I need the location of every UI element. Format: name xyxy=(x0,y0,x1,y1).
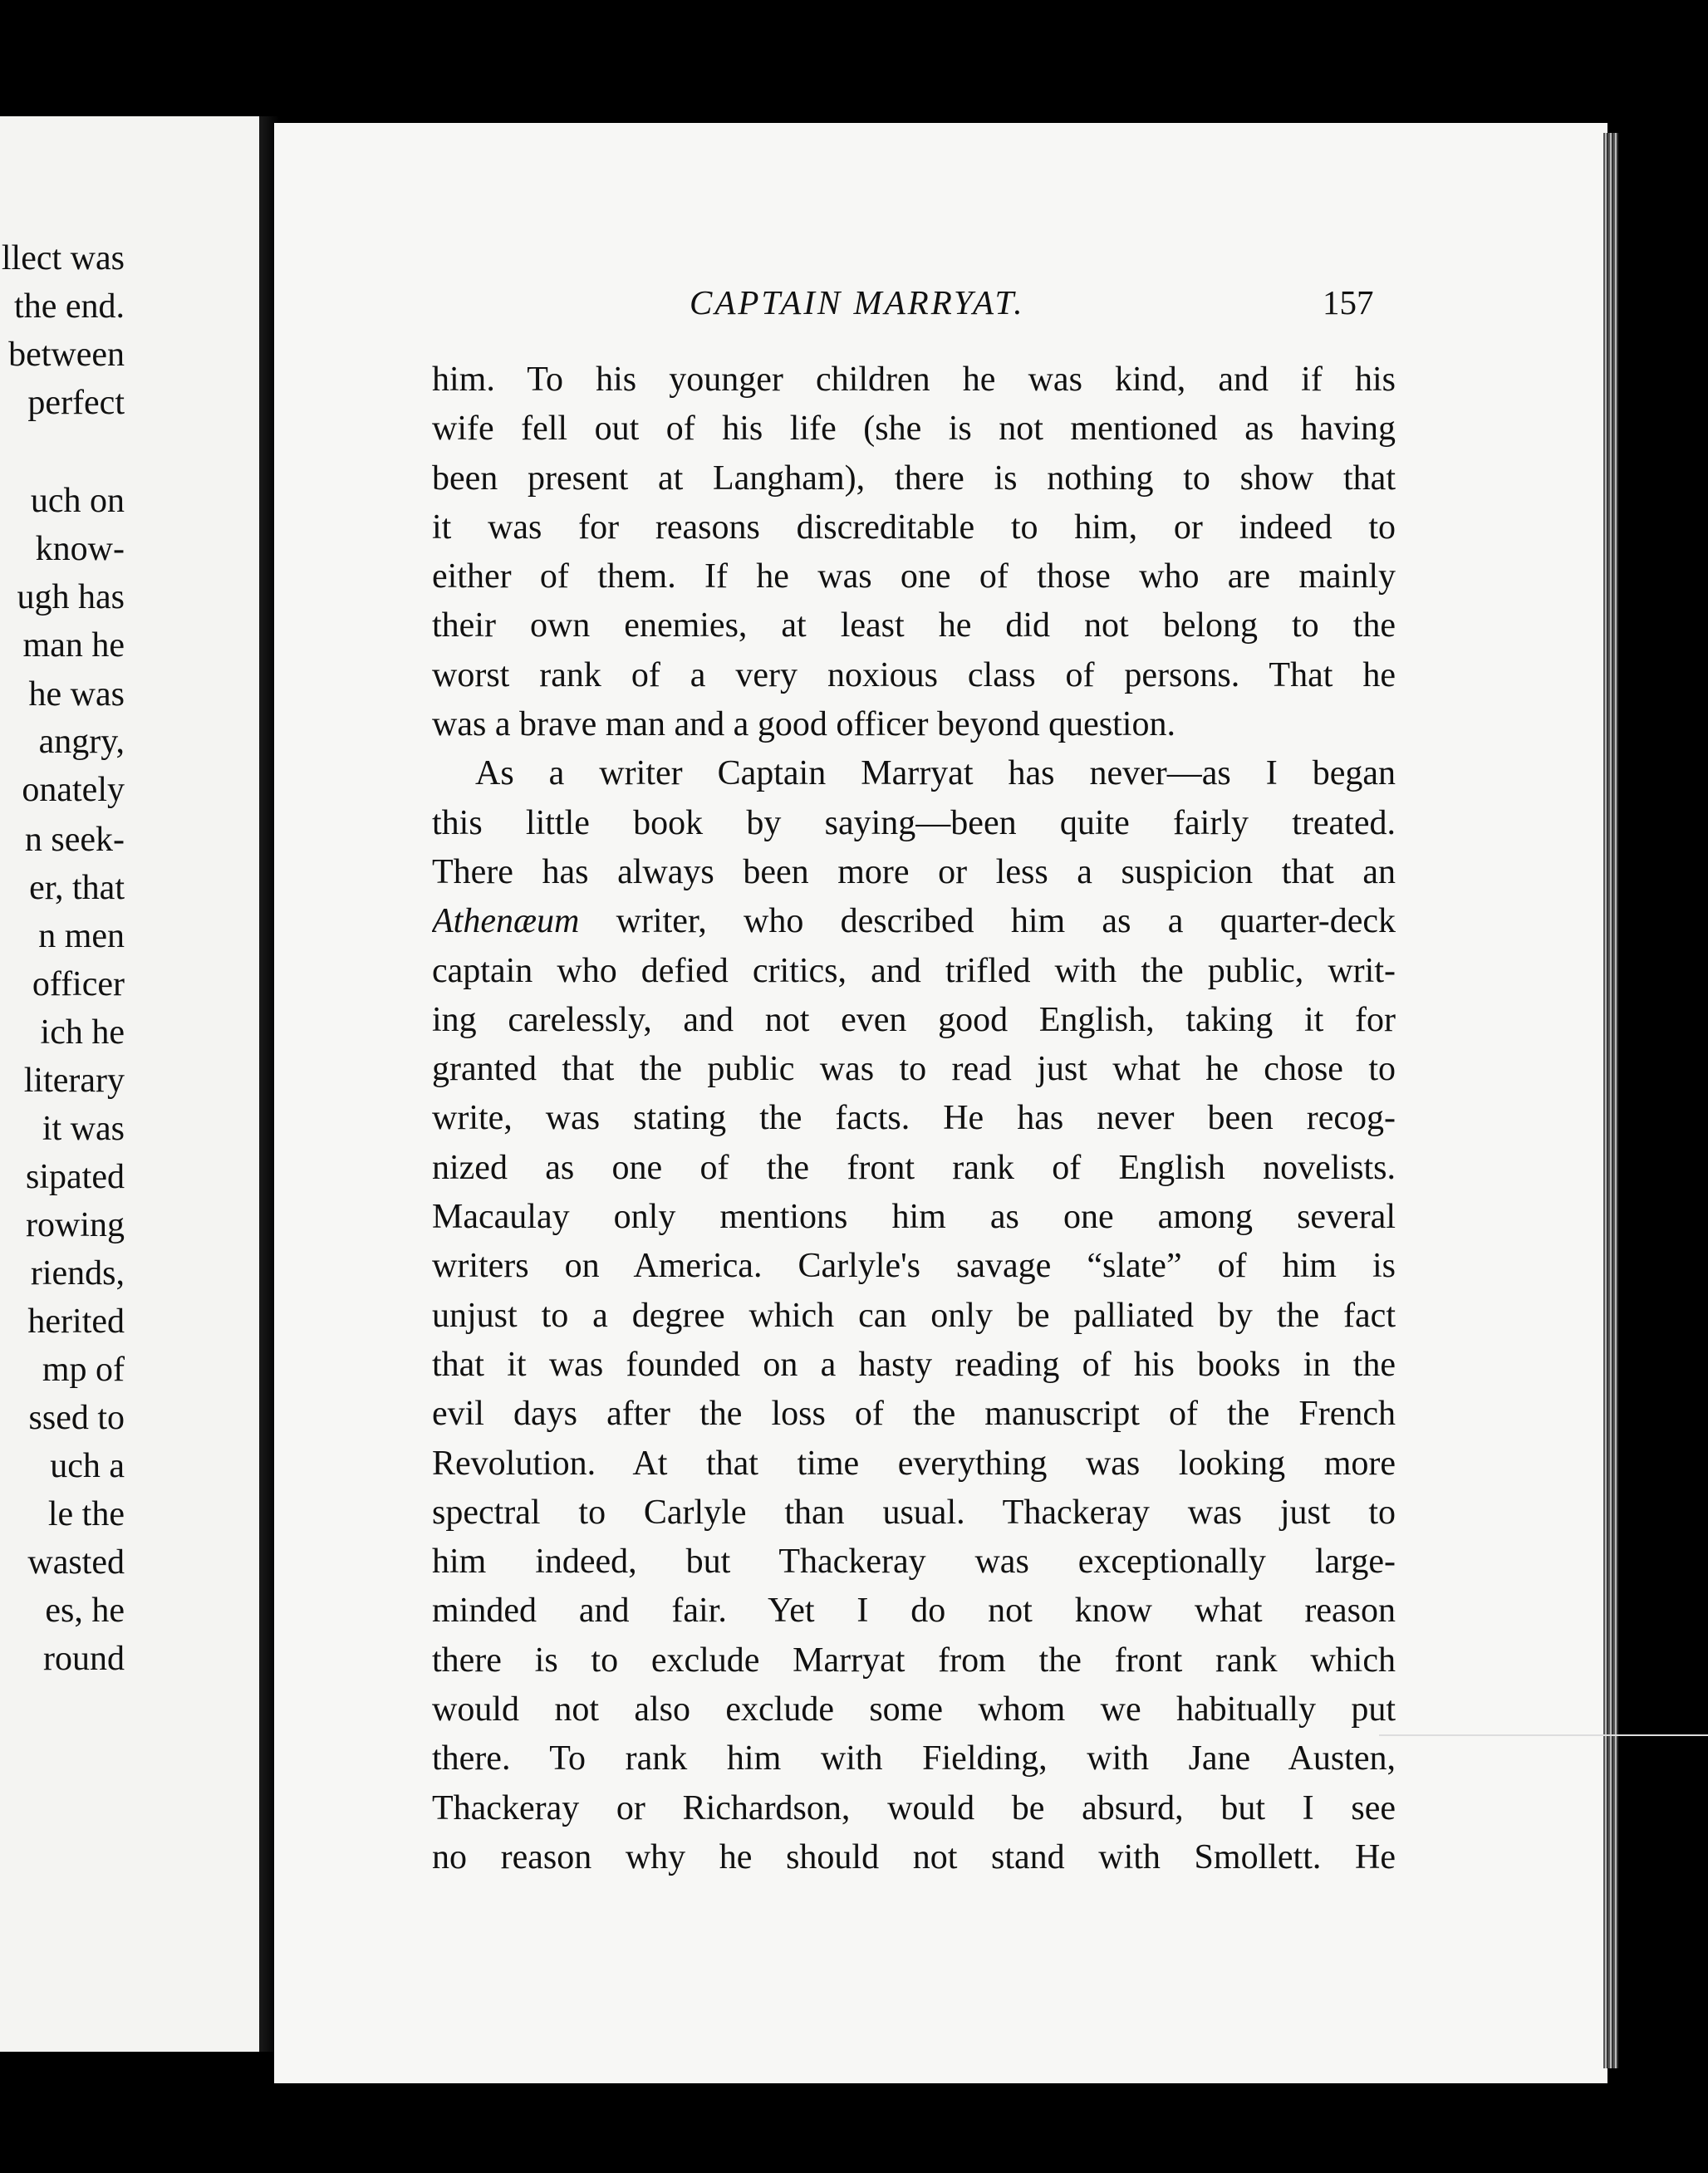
left-page-line: er, that xyxy=(29,869,125,907)
left-page-line: perfect xyxy=(27,384,125,422)
text-line: ing carelessly, and not even good English, taking it for xyxy=(432,1000,1396,1039)
left-page-line: between xyxy=(8,336,125,374)
text-line: would not also exclude some whom we habitually put xyxy=(432,1690,1396,1729)
left-page-line: wasted xyxy=(27,1543,125,1582)
text-line: minded and fair. Yet I do not know what reason xyxy=(432,1592,1396,1631)
left-page-line: uch a xyxy=(50,1447,125,1485)
text-line: As a writer Captain Marryat has never—as I began xyxy=(475,754,1396,793)
left-page-line: uch on xyxy=(30,482,125,520)
running-head: CAPTAIN MARRYAT. xyxy=(690,283,1025,321)
left-page-line: n seek- xyxy=(24,821,125,859)
left-page xyxy=(0,116,266,2052)
left-page-line: riends, xyxy=(30,1254,125,1293)
left-page-line: es, he xyxy=(45,1592,125,1630)
italic-title: Athenæum xyxy=(432,902,580,941)
text-line: There has always been more or less a suspicion that an xyxy=(432,852,1396,891)
text-line: Revolution. At that time everything was looking more xyxy=(432,1444,1396,1483)
text-line: their own enemies, at least he did not belong to the xyxy=(432,606,1396,645)
text-line: unjust to a degree which can only be palliated by the fact xyxy=(432,1296,1396,1335)
left-page-line: know- xyxy=(35,530,125,568)
text-line: write, was stating the facts. He has never been recog- xyxy=(432,1099,1396,1138)
left-page-line: he was xyxy=(28,675,125,714)
text-fragment: writer, who described him as a quarter-deck xyxy=(579,902,1396,941)
text-line: Thackeray or Richardson, would be absurd, but I see xyxy=(432,1788,1396,1827)
text-line: worst rank of a very noxious class of persons. That he xyxy=(432,655,1396,694)
left-page-line: herited xyxy=(27,1302,125,1341)
text-line: that it was founded on a hasty reading of his books in the xyxy=(432,1345,1396,1384)
text-line: nized as one of the front rank of English novelists. xyxy=(432,1148,1396,1187)
left-page-line: man he xyxy=(22,626,125,665)
left-page-line: rowing xyxy=(26,1206,125,1244)
text-line: was a brave man and a good officer beyond question. xyxy=(432,705,1175,744)
left-page-line: le the xyxy=(47,1495,125,1533)
left-page-line: angry, xyxy=(38,723,125,761)
left-page-line: onately xyxy=(22,771,125,809)
text-line: this little book by saying—been quite fairly treated. xyxy=(432,803,1396,842)
text-line: him indeed, but Thackeray was exceptionally large- xyxy=(432,1543,1396,1582)
text-line: granted that the public was to read just what he chose to xyxy=(432,1050,1396,1089)
body-text xyxy=(432,356,1396,1882)
text-line xyxy=(432,897,1396,946)
text-line: no reason why he should not stand with Smollett. He xyxy=(432,1837,1396,1876)
text-line: him. To his younger children he was kind, and if his xyxy=(432,361,1396,399)
text-line: evil days after the loss of the manuscript of the French xyxy=(432,1395,1396,1434)
page-edge xyxy=(1603,133,1618,2068)
text-line: been present at Langham), there is nothing to show that xyxy=(432,459,1396,498)
left-page-line: ssed to xyxy=(28,1399,125,1437)
text-line: captain who defied critics, and trifled with the public, writ- xyxy=(432,951,1396,990)
left-page-line: llect was xyxy=(1,239,125,277)
text-line: either of them. If he was one of those who are mainly xyxy=(432,557,1396,596)
left-page-line: round xyxy=(43,1640,125,1678)
left-page-line: the end. xyxy=(14,287,125,326)
text-line: Macaulay only mentions him as one among several xyxy=(432,1198,1396,1237)
left-page-line: mp of xyxy=(42,1351,125,1389)
left-page-line: officer xyxy=(32,965,125,1003)
left-page-line: it was xyxy=(42,1110,125,1148)
left-page-line: n men xyxy=(38,917,125,955)
text-line: spectral to Carlyle than usual. Thackeray was just to xyxy=(432,1493,1396,1532)
left-page-line: literary xyxy=(23,1062,125,1100)
left-page-line: ugh has xyxy=(17,578,125,616)
page-number: 157 xyxy=(1323,283,1374,321)
left-page-line: ich he xyxy=(40,1013,125,1052)
scan-artifact-line xyxy=(1379,1734,1708,1736)
text-line: wife fell out of his life (she is not mentioned as having xyxy=(432,410,1396,449)
text-line: writers on America. Carlyle's savage “slate” of him is xyxy=(432,1247,1396,1286)
left-page-line: sipated xyxy=(26,1158,125,1196)
text-line: it was for reasons discreditable to him, or indeed to xyxy=(432,508,1396,547)
text-line: there is to exclude Marryat from the front rank which xyxy=(432,1641,1396,1680)
text-line: there. To rank him with Fielding, with Jane Austen, xyxy=(432,1739,1396,1778)
